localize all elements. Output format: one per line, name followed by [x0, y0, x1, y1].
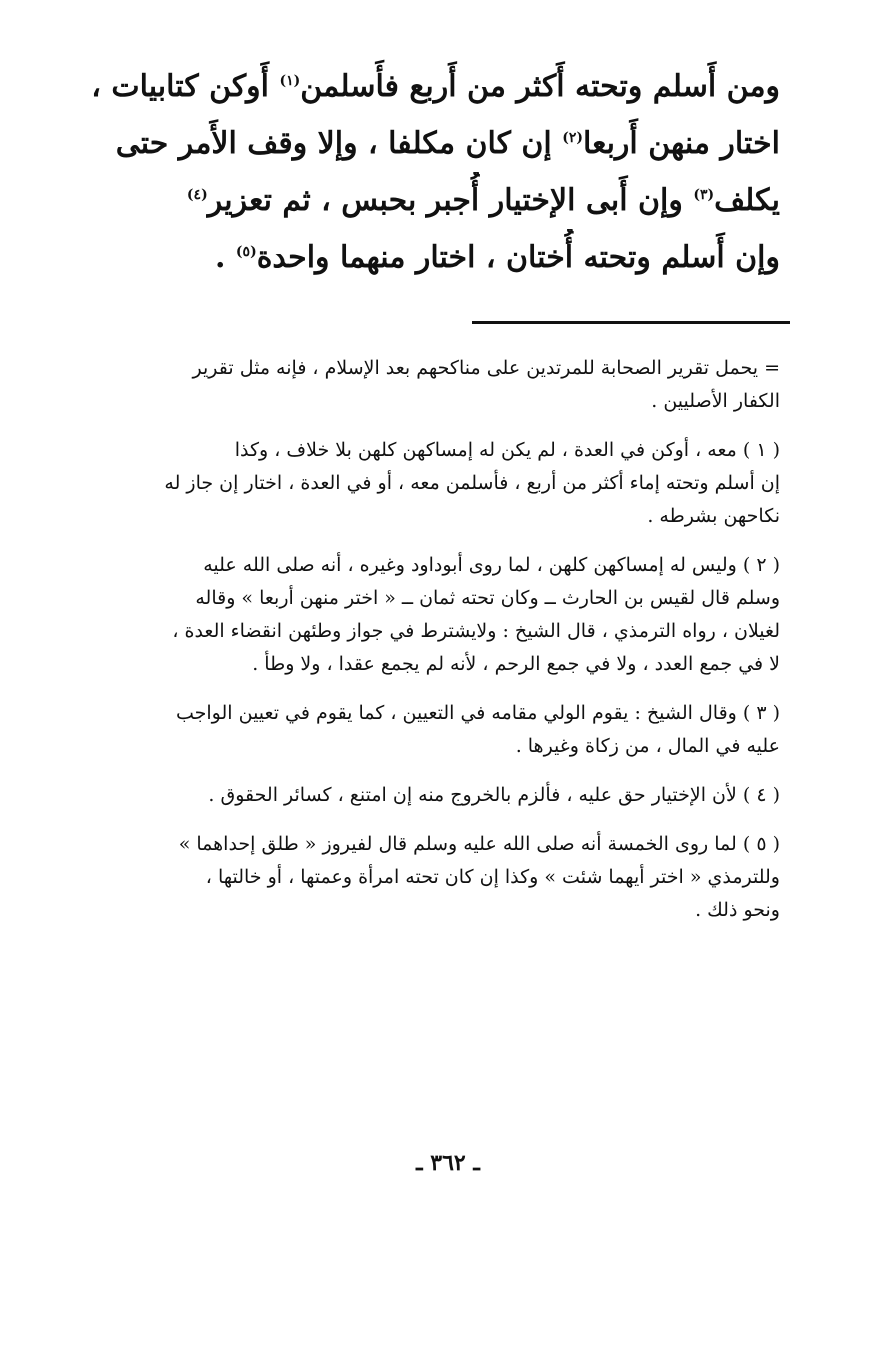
footnote-line: ( ١ ) معه ، أوكن في العدة ، لم يكن له إمساكهن كلهن بلا خلاف ، وكذا	[234, 439, 780, 461]
footnote-5	[56, 828, 780, 927]
footnote-line: ( ٣ ) وقال الشيخ : يقوم الولي مقامه في التعيين ، كما يقوم في تعيين الواجب	[176, 702, 780, 724]
footnote-continuation	[56, 352, 780, 418]
footnote-line: لغيلان ، رواه الترمذي ، قال الشيخ : ولايشترط في جواز وطئهن انقضاء العدة ،	[172, 620, 780, 642]
footnote-4	[56, 779, 780, 812]
footnote-line: ( ٢ ) وليس له إمساكهن كلهن ، لما روى أبوداود وغيره ، أنه صلى الله عليه	[203, 554, 780, 576]
footnotes	[56, 352, 780, 943]
main-line: يكلف$^{(٣)}$ وإن أَبى الإختيار أُجبر بحبس ، ثم تعزير$^{(٤)}$	[186, 183, 780, 218]
footnote-line: ( ٤ ) لأن الإختيار حق عليه ، فألزم بالخروج منه إن امتنع ، كسائر الحقوق .	[208, 784, 780, 806]
footnote-ref: (٥)	[235, 244, 257, 260]
footnote-ref: (١)	[279, 73, 301, 89]
footnote-line: وللترمذي « اختر أيهما شئت » وكذا إن كان تحته امرأة وعمتها ، أو خالتها ،	[205, 866, 780, 888]
footnote-line: نكاحهن بشرطه .	[647, 505, 780, 527]
footnote-3	[56, 697, 780, 763]
main-line: وإن أَسلم وتحته أُختان ، اختار منهما واحدة$^{(٥)}$ .	[215, 240, 780, 275]
footnote-ref: (٣)	[693, 187, 715, 203]
footnote-line: لا في جمع العدد ، ولا في جمع الرحم ، لأنه لم يجمع عقدا ، ولا وطأ .	[252, 653, 780, 675]
footnote-line: الكفار الأصليين .	[651, 390, 780, 412]
footnote-2	[56, 549, 780, 681]
footnote-line: وسلم قال لقيس بن الحارث ــ وكان تحته ثمان ــ « اختر منهن أربعا » وقاله	[195, 587, 780, 609]
footnote-line: = يحمل تقرير الصحابة للمرتدين على مناكحهم بعد الإسلام ، فإنه مثل تقرير	[192, 357, 780, 379]
footnote-ref: (٤)	[186, 187, 208, 203]
footnote-1	[56, 434, 780, 533]
main-line: اختار منهن أَربعا$^{(٢)}$ إن كان مكلفا ، وإلا وقف الأَمر حتى	[115, 126, 780, 161]
footnote-line: إن أسلم وتحته إماء أكثر من أربع ، فأسلمن معه ، أو في العدة ، اختار إن جاز له	[164, 472, 780, 494]
main-text	[52, 58, 780, 286]
footnote-line: عليه في المال ، من زكاة وغيرها .	[515, 735, 780, 757]
footnote-line: ( ٥ ) لما روى الخمسة أنه صلى الله عليه وسلم قال لفيروز « طلق إحداهما »	[178, 833, 780, 855]
main-line: ومن أَسلم وتحته أَكثر من أَربع فأَسلمن$^{(١)}$ أَوكن كتابيات ،	[91, 69, 780, 104]
footnote-ref: (٢)	[562, 130, 583, 146]
footnote-separator	[472, 321, 790, 324]
footnote-line: ونحو ذلك .	[695, 899, 780, 921]
page-number: ـ ٣٦٢ ـ	[416, 1150, 480, 1176]
